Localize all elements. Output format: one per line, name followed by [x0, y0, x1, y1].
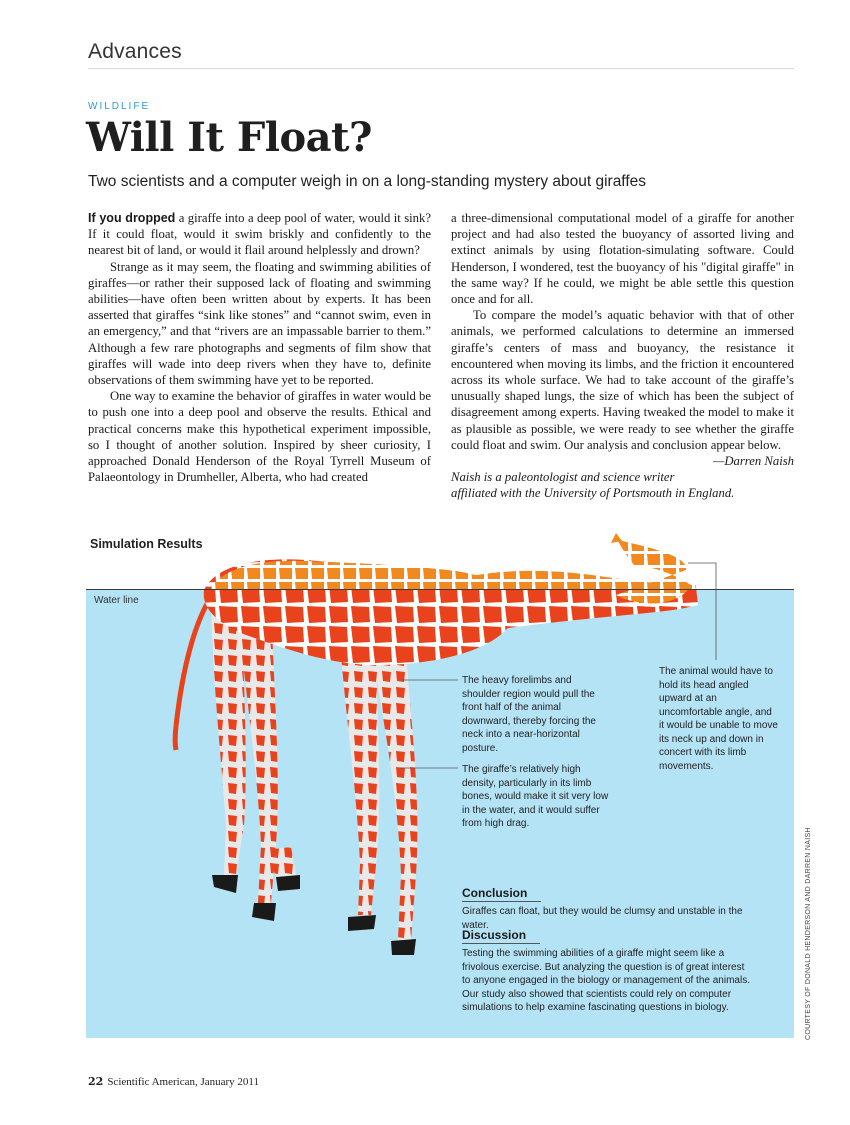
- paragraph-2: Strange as it may seem, the floating and swimming abilities of giraffes—or rather their supposed lack of floating and swimming abilities—have often been written about by experts. It has been asserted that giraffes “sink like stones” and “cannot swim, even in an emergency,” and that “rivers are an impassable barrier to them.” Although a few rare photographs and segments of film show that giraffes will wade into deep rivers when they have to, definite observations of them swimming have yet to be reported.: [88, 259, 431, 388]
- conclusion-text: Giraffes can float, but they would be clumsy and unstable in the water.: [462, 906, 743, 931]
- byline: —Darren Naish: [713, 454, 794, 469]
- discussion-heading: Discussion: [462, 928, 540, 944]
- article-kicker: WILDLIFE: [88, 101, 151, 112]
- paragraph-1-text: a giraffe into a deep pool of water, would it sink? If it could float, would it swim briskly and confidently to the nearest bit of land, or would it flail around helplessly and drown?: [88, 211, 431, 258]
- water-line: [86, 589, 794, 590]
- paragraph-4: a three-dimensional computational model of a giraffe for another project and had also tested the buoyancy of assorted living and extinct animals by using flotation-simulating software. Could Henderson, I wondered, test the buoyancy of his "digital giraffe" in the same way? If he could, we might be able settle this question once and for all.: [451, 211, 794, 307]
- water-line-label: Water line: [94, 595, 139, 606]
- discussion-text: Testing the swimming abilities of a giraffe might seem like a frivolous exercise. But analyzing the question is of great interest to anyone engaged in the biology or management of the animals. Our study also showed that scientists could rely on computer simulations to help examine fascinating questions in biology.: [462, 948, 750, 1013]
- section-header: Advances: [88, 40, 182, 63]
- article-title: Will It Float?: [86, 114, 372, 161]
- callout-head: The animal would have to hold its head angled upward at an uncomfortable angle, and it would be unable to move its neck up and down in concert with its limb movements.: [659, 666, 778, 772]
- publication-name: Scientific American, January 2011: [107, 1076, 260, 1088]
- conclusion-heading: Conclusion: [462, 886, 541, 902]
- author-bio: Naish is a paleontologist and science writer affiliated with the University of Portsmouth in England.: [451, 470, 735, 501]
- page-number: 22: [88, 1075, 104, 1088]
- lead-in: If you dropped: [88, 211, 176, 225]
- image-credit: COURTESY OF DONALD HENDERSON AND DARREN NAISH: [805, 827, 812, 1040]
- article-deck: Two scientists and a computer weigh in on a long-standing mystery about giraffes: [88, 173, 647, 190]
- figure-title: Simulation Results: [90, 537, 203, 551]
- header-rule: [88, 68, 794, 69]
- paragraph-5-text: To compare the model’s aquatic behavior with that of other animals, we performed calculations to determine an immersed giraffe’s centers of mass and buoyancy, the resistance it encountered when moving its limbs, and the friction it encountered across its whole surface. We had to take account of the giraffe’s unusually shaped lungs, the size of which has been the subject of disagreement among experts. Having tweaked the model to make it as plausible as possible, we were ready to see whether the giraffe could float and swim. Our analysis and conclusion appear below.: [451, 308, 794, 452]
- callout-forelimbs: The heavy forelimbs and shoulder region would pull the front half of the animal downward, thereby forcing the neck into a near-horizontal posture.: [462, 675, 596, 754]
- body-column-left: [88, 210, 431, 485]
- paragraph-5: [451, 307, 794, 469]
- paragraph-1: [88, 210, 431, 259]
- paragraph-3: One way to examine the behavior of giraffes in water would be to push one into a deep pool and observe the results. Ethical and practical concerns make this hypothetical experiment impossible, so I thought of another solution. Inspired by sheer curiosity, I approached Donald Henderson of the Royal Tyrrell Museum of Palaeontology in Drumheller, Alberta, who had created: [88, 389, 431, 485]
- page-footer: [88, 1075, 259, 1088]
- callout-density: The giraffe’s relatively high density, particularly in its limb bones, would make it sit very low in the water, and it would suffer from high drag.: [462, 764, 609, 829]
- body-column-right: [451, 210, 794, 501]
